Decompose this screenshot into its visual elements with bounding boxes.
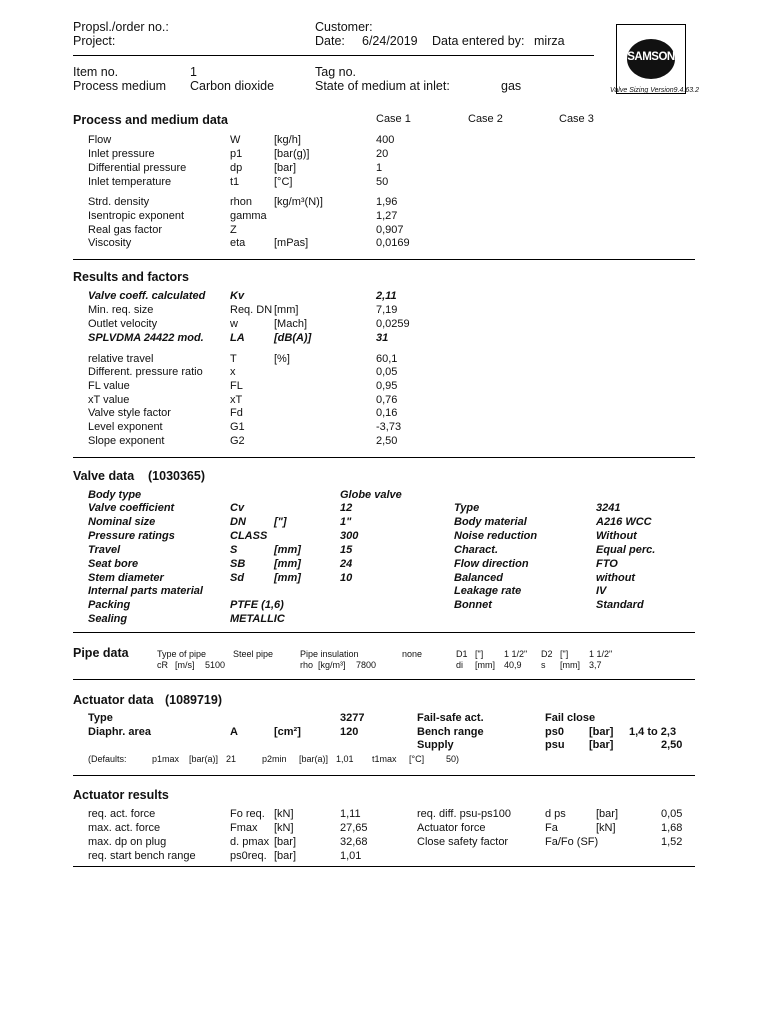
- results-row-sym: w: [230, 318, 238, 330]
- pipe-d2-value: 1 1/2": [589, 649, 613, 659]
- case-2: Case 2: [468, 113, 503, 125]
- process-row-sym: gamma: [230, 210, 267, 222]
- pipe-d1-label: D1: [456, 649, 468, 659]
- actuator-id: (1089719): [165, 693, 222, 707]
- p2min-label: p2min: [262, 754, 287, 764]
- results-row-label: Valve style factor: [88, 407, 171, 419]
- process-divider: [73, 259, 695, 260]
- project-label: Project:: [73, 34, 116, 48]
- valve-right-label: Balanced: [454, 572, 503, 584]
- results-row-value: 2,11: [376, 290, 397, 302]
- actres-row-value: 1,01: [340, 850, 362, 862]
- pipe-insulation-value: none: [402, 649, 423, 659]
- results-row-value: 0,05: [376, 366, 398, 378]
- process-row-sym: rhon: [230, 196, 253, 208]
- valve-right-value: Standard: [596, 599, 644, 611]
- valve-row-label: Pressure ratings: [88, 530, 175, 542]
- tag-no-label: Tag no.: [315, 65, 357, 79]
- results-row-value: 0,16: [376, 407, 398, 419]
- actres-row-label: max. dp on plug: [88, 836, 167, 848]
- diaphragm-area-value: 120: [340, 726, 359, 738]
- process-row-value: 400: [376, 134, 395, 146]
- process-row-label: Flow: [88, 134, 112, 146]
- results-row-sym: Kv: [230, 290, 245, 302]
- customer-label: Customer:: [315, 20, 373, 34]
- pipe-s-value: 3,7: [589, 660, 602, 670]
- valve-divider: [73, 632, 695, 633]
- valve-row-sym: S: [230, 544, 238, 556]
- valve-right-value: Equal perc.: [596, 544, 656, 556]
- actres-right-unit: [kN]: [596, 822, 616, 834]
- samson-logo: [616, 24, 686, 94]
- valve-row-label: Packing: [88, 599, 131, 611]
- pipe-di-value: 40,9: [504, 660, 522, 670]
- state-value: gas: [501, 79, 522, 93]
- process-row-sym: dp: [230, 162, 243, 174]
- case-3: Case 3: [559, 113, 594, 125]
- pipe-s-unit: [mm]: [560, 660, 580, 670]
- pipe-rho-unit: [kg/m³]: [318, 660, 346, 670]
- valve-right-label: Type: [454, 502, 480, 514]
- actres-row-sym: Fo req.: [230, 808, 265, 820]
- results-row-sym: Req. DN: [230, 304, 273, 316]
- case-1: Case 1: [376, 113, 411, 125]
- p1max-label: p1max: [152, 754, 180, 764]
- results-row-value: 0,76: [376, 394, 398, 406]
- supply-unit: [bar]: [589, 739, 614, 751]
- valve-right-label: Bonnet: [454, 599, 492, 611]
- process-medium-label: Process medium: [73, 79, 167, 93]
- item-no-label: Item no.: [73, 65, 119, 79]
- pipe-cr-value: 5100: [205, 660, 226, 670]
- actres-right-label: Actuator force: [417, 822, 486, 834]
- valve-row-label: Stem diameter: [88, 572, 164, 584]
- valve-row-value: 12: [340, 502, 353, 514]
- results-row-label: relative travel: [88, 353, 154, 365]
- valve-row-label: Body type: [88, 489, 142, 501]
- valve-id: (1030365): [148, 469, 205, 483]
- process-row-unit: [mPas]: [274, 237, 309, 249]
- pipe-rho-label: rho: [300, 660, 314, 670]
- logo-text: SAMSON: [627, 51, 675, 63]
- bench-range-sym: ps0: [545, 726, 564, 738]
- valve-right-label: Charact.: [454, 544, 499, 556]
- valve-row-sym: PTFE (1,6): [230, 599, 284, 611]
- results-row-unit: [dB(A)]: [274, 332, 312, 344]
- valve-row-unit: ["]: [274, 516, 287, 528]
- pipe-insulation-label: Pipe insulation: [300, 649, 359, 659]
- process-row-unit: [kg/m³(N)]: [274, 196, 323, 208]
- valve-row-value: 10: [340, 572, 353, 584]
- process-row-value: 1: [376, 162, 383, 174]
- process-row-sym: W: [230, 134, 241, 146]
- pipe-cr-unit: [m/s]: [175, 660, 195, 670]
- valve-row-unit: [mm]: [274, 544, 301, 556]
- p2min-unit: [bar(a)]: [299, 754, 329, 764]
- p2min-value: 1,01: [336, 754, 354, 764]
- actres-right-unit: [bar]: [596, 808, 619, 820]
- process-row-label: Inlet pressure: [88, 148, 155, 160]
- actuator-heading: Actuator data: [73, 693, 154, 707]
- actres-row-value: 27,65: [340, 822, 368, 834]
- actres-right-label: req. diff. psu-ps100: [417, 808, 511, 820]
- actres-row-unit: [bar]: [274, 836, 297, 848]
- actres-row-value: 1,11: [340, 808, 361, 820]
- version-label: Valve Sizing Version9.4.63.2: [610, 87, 699, 94]
- valve-row-unit: [mm]: [274, 572, 301, 584]
- actres-right-value: 1,68: [661, 822, 683, 834]
- process-row-value: 0,907: [376, 224, 404, 236]
- valve-right-label: Noise reduction: [454, 530, 538, 542]
- pipe-type-value: Steel pipe: [233, 649, 274, 659]
- results-row-value: 60,1: [376, 353, 398, 365]
- results-row-value: -3,73: [376, 421, 402, 433]
- actres-row-sym: Fmax: [230, 822, 258, 834]
- results-row-sym: xT: [230, 394, 243, 406]
- process-medium-value: Carbon dioxide: [190, 79, 275, 93]
- process-heading: Process and medium data: [73, 113, 228, 127]
- process-row-label: Strd. density: [88, 196, 150, 208]
- bench-range-label: Bench range: [417, 726, 484, 738]
- valve-right-label: Flow direction: [454, 558, 529, 570]
- process-row-unit: [kg/h]: [274, 134, 301, 146]
- actres-row-sym: d. pmax: [230, 836, 270, 848]
- actres-row-unit: [bar]: [274, 850, 297, 862]
- process-row-label: Viscosity: [88, 237, 132, 249]
- supply-value: 2,50: [661, 739, 683, 751]
- pipe-di-unit: [mm]: [475, 660, 495, 670]
- results-row-sym: G1: [230, 421, 245, 433]
- actuator-results-heading: Actuator results: [73, 788, 169, 802]
- valve-row-sym: METALLIC: [230, 613, 285, 625]
- results-row-unit: [%]: [274, 353, 290, 365]
- valve-row-label: Internal parts material: [88, 585, 203, 597]
- pipe-divider: [73, 679, 695, 680]
- results-row-sym: FL: [230, 380, 243, 392]
- actuator-type-value: 3277: [340, 712, 365, 724]
- actres-right-value: 0,05: [661, 808, 683, 820]
- valve-row-unit: [mm]: [274, 558, 301, 570]
- process-row-sym: t1: [230, 176, 240, 188]
- results-row-sym: x: [230, 366, 236, 378]
- item-no-value: 1: [190, 65, 197, 79]
- results-row-sym: T: [230, 353, 237, 365]
- valve-row-value: Globe valve: [340, 489, 402, 501]
- process-row-sym: p1: [230, 148, 243, 160]
- pipe-di-label: di: [456, 660, 464, 670]
- diaphragm-area-unit: [cm²]: [274, 726, 301, 738]
- results-row-unit: [mm]: [274, 304, 299, 316]
- valve-row-value: 1": [340, 516, 352, 528]
- valve-row-value: 24: [340, 558, 353, 570]
- valve-right-value: IV: [596, 585, 607, 597]
- process-row-unit: [bar(g)]: [274, 148, 310, 160]
- results-row-sym: Fd: [230, 407, 243, 419]
- process-row-sym: Z: [230, 224, 237, 236]
- actuator-divider: [73, 775, 695, 776]
- valve-right-value: Without: [596, 530, 637, 542]
- results-row-label: Valve coeff. calculated: [88, 290, 206, 302]
- valve-right-value: 3241: [596, 502, 621, 514]
- valve-right-value: A216 WCC: [596, 516, 652, 528]
- process-row-value: 50: [376, 176, 389, 188]
- valve-row-label: Travel: [88, 544, 121, 556]
- valve-right-value: without: [596, 572, 636, 584]
- actres-right-value: 1,52: [661, 836, 683, 848]
- process-row-value: 1,96: [376, 196, 398, 208]
- entered-by-label: Data entered by:: [432, 34, 525, 48]
- pipe-d1-unit: ["]: [475, 649, 484, 659]
- valve-right-value: FTO: [596, 558, 618, 570]
- results-row-sym: LA: [230, 332, 245, 344]
- pipe-type-label: Type of pipe: [157, 649, 207, 659]
- actres-right-label: Close safety factor: [417, 836, 509, 848]
- valve-row-sym: CLASS: [230, 530, 268, 542]
- defaults-label: (Defaults:: [88, 754, 127, 764]
- process-row-label: Differential pressure: [88, 162, 187, 174]
- actuator-results-divider: [73, 866, 695, 867]
- process-row-value: 1,27: [376, 210, 398, 222]
- actres-row-sym: ps0req.: [230, 850, 267, 862]
- entered-by-value: mirza: [534, 34, 565, 48]
- valve-row-value: 300: [340, 530, 359, 542]
- results-row-sym: G2: [230, 435, 245, 447]
- results-row-label: Min. req. size: [88, 304, 154, 316]
- pipe-heading: Pipe data: [73, 646, 129, 660]
- results-row-value: 0,95: [376, 380, 398, 392]
- results-row-label: FL value: [88, 380, 130, 392]
- actuator-type-label: Type: [88, 712, 113, 724]
- results-row-label: xT value: [88, 394, 130, 406]
- valve-row-label: Valve coefficient: [88, 502, 175, 514]
- valve-row-sym: SB: [230, 558, 246, 570]
- pipe-d2-unit: ["]: [560, 649, 569, 659]
- diaphragm-area-label: Diaphr. area: [88, 726, 151, 738]
- results-row-label: SPLVDMA 24422 mod.: [88, 332, 204, 344]
- failsafe-value: Fail close: [545, 712, 596, 724]
- process-row-unit: [bar]: [274, 162, 297, 174]
- valve-row-sym: Sd: [230, 572, 245, 584]
- valve-row-sym: Cv: [230, 502, 245, 514]
- valve-heading: Valve data: [73, 469, 135, 483]
- valve-row-value: 15: [340, 544, 353, 556]
- actres-row-label: max. act. force: [88, 822, 161, 834]
- valve-row-label: Nominal size: [88, 516, 156, 528]
- t1max-unit: [°C]: [409, 754, 425, 764]
- results-row-value: 0,0259: [376, 318, 410, 330]
- diaphragm-area-sym: A: [230, 726, 238, 738]
- results-row-value: 31: [376, 332, 389, 344]
- results-row-label: Outlet velocity: [88, 318, 158, 330]
- supply-label: Supply: [417, 739, 454, 751]
- results-divider: [73, 457, 695, 458]
- supply-sym: psu: [545, 739, 565, 751]
- t1max-label: t1max: [372, 754, 397, 764]
- actres-row-unit: [kN]: [274, 822, 294, 834]
- results-row-label: Slope exponent: [88, 435, 165, 447]
- date-label: Date:: [315, 34, 345, 48]
- t1max-value: 50): [446, 754, 460, 764]
- valve-right-label: Body material: [454, 516, 527, 528]
- results-row-label: Level exponent: [88, 421, 163, 433]
- valve-row-sym: DN: [230, 516, 246, 528]
- process-row-label: Isentropic exponent: [88, 210, 185, 222]
- pipe-rho-value: 7800: [356, 660, 377, 670]
- process-row-unit: [°C]: [274, 176, 293, 188]
- order-label: Propsl./order no.:: [73, 20, 169, 34]
- bench-range-unit: [bar]: [589, 726, 614, 738]
- valve-row-label: Sealing: [88, 613, 128, 625]
- valve-row-label: Seat bore: [88, 558, 139, 570]
- results-row-unit: [Mach]: [274, 318, 308, 330]
- actres-row-unit: [kN]: [274, 808, 294, 820]
- actres-row-value: 32,68: [340, 836, 368, 848]
- pipe-cr-label: cR: [157, 660, 168, 670]
- actres-row-label: req. act. force: [88, 808, 156, 820]
- date-value: 6/24/2019: [362, 34, 418, 48]
- header-divider: [73, 55, 594, 56]
- pipe-d1-value: 1 1/2": [504, 649, 528, 659]
- pipe-d2-label: D2: [541, 649, 553, 659]
- process-row-value: 20: [376, 148, 389, 160]
- pipe-s-label: s: [541, 660, 546, 670]
- results-row-value: 2,50: [376, 435, 398, 447]
- p1max-value: 21: [226, 754, 237, 764]
- process-row-sym: eta: [230, 237, 246, 249]
- actres-row-label: req. start bench range: [88, 850, 196, 862]
- results-row-value: 7,19: [376, 304, 398, 316]
- process-row-label: Real gas factor: [88, 224, 162, 236]
- state-label: State of medium at inlet:: [315, 79, 450, 93]
- actres-right-sym: Fa/Fo (SF): [545, 836, 599, 848]
- process-row-value: 0,0169: [376, 237, 410, 249]
- actres-right-sym: Fa: [545, 822, 558, 834]
- failsafe-label: Fail-safe act.: [417, 712, 484, 724]
- results-heading: Results and factors: [73, 270, 190, 284]
- results-row-label: Different. pressure ratio: [88, 366, 203, 378]
- p1max-unit: [bar(a)]: [189, 754, 219, 764]
- process-row-label: Inlet temperature: [88, 176, 172, 188]
- valve-right-label: Leakage rate: [454, 585, 522, 597]
- actres-right-sym: d ps: [545, 808, 566, 820]
- bench-range-value: 1,4 to 2,3: [629, 726, 677, 738]
